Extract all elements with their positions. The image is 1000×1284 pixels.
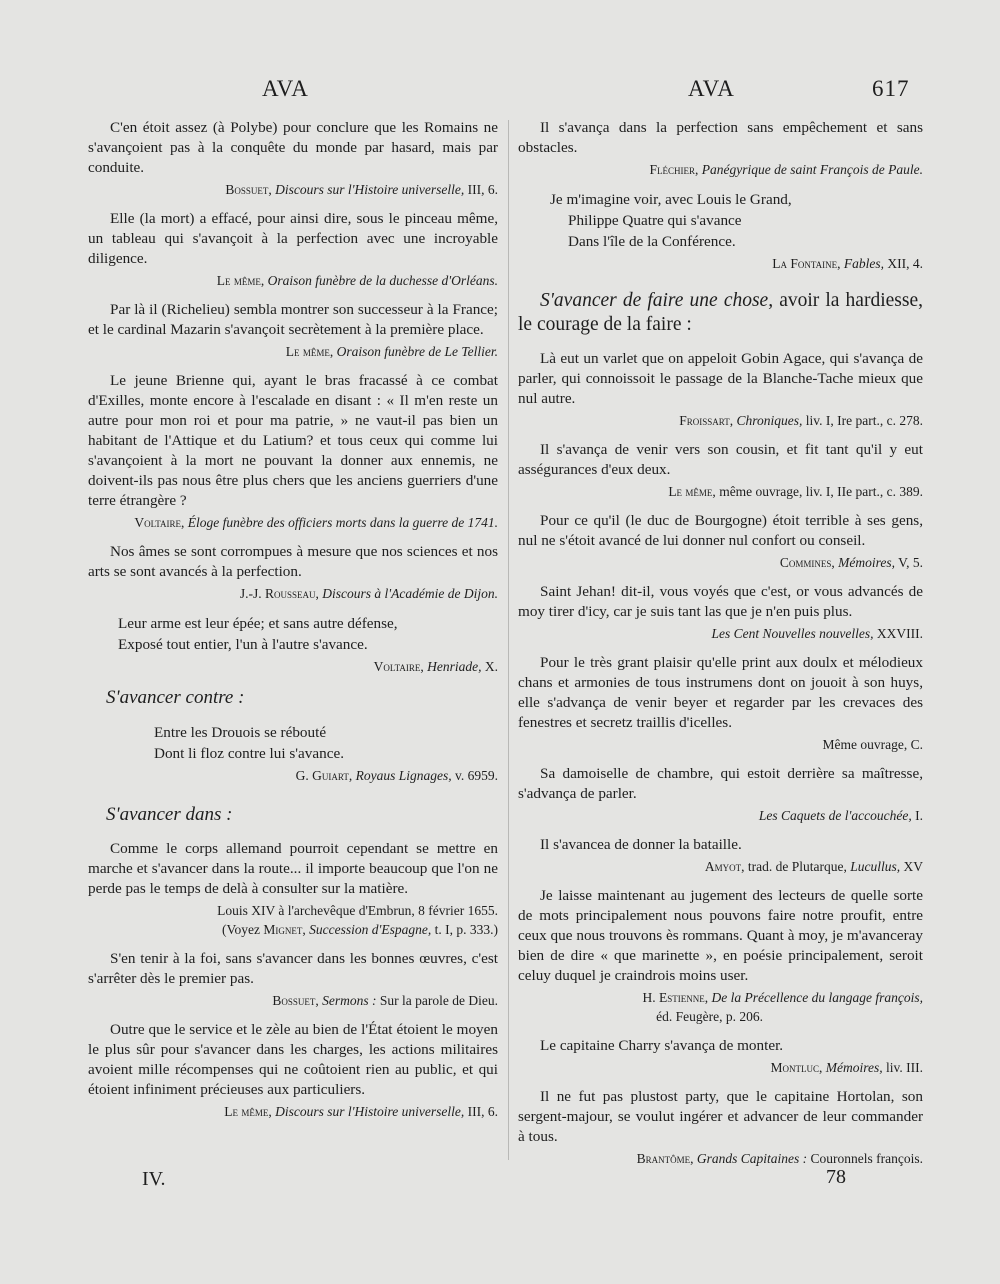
citation bbox=[518, 857, 923, 876]
citation bbox=[518, 806, 923, 825]
quote-text: Outre que le service et le zèle au bien de l'État étoient le moyen le plus sûr pour s'avancer dans les charges, les actions militaires avoient mille récompenses qui ne coûtoient rien au public, et qui étoient infiniment précieuses aux particuliers. bbox=[88, 1021, 498, 1098]
citation-work: Discours sur l'Histoire universelle, bbox=[275, 182, 465, 197]
citation bbox=[88, 271, 498, 290]
citation-ref: XXVIII. bbox=[876, 626, 923, 641]
citation bbox=[88, 513, 498, 532]
citation-work: Oraison funèbre de Le Tellier. bbox=[336, 344, 498, 359]
citation-ref: III, 6. bbox=[467, 182, 498, 197]
citation bbox=[88, 901, 498, 939]
citation-work: Chroniques, bbox=[736, 413, 803, 428]
citation-author: Commines, bbox=[779, 555, 835, 570]
citation-work: Oraison funèbre de la duchesse d'Orléans. bbox=[267, 273, 498, 288]
citation-author: Amyot, bbox=[704, 859, 745, 874]
citation-ref: XII, 4. bbox=[887, 256, 923, 271]
quote-text: Il s'avança dans la perfection sans empêchement et sans obstacles. bbox=[518, 119, 923, 156]
citation bbox=[88, 657, 498, 676]
citation-ref: liv. I, Ire part., c. 278. bbox=[805, 413, 923, 428]
quote-text: Nos âmes se sont corrompues à mesure que nos sciences et nos arts se sont avancés à la perfection. bbox=[88, 543, 498, 580]
citation-work: Royaus Lignages, bbox=[355, 768, 452, 783]
quote-text: Le capitaine Charry s'avança de monter. bbox=[540, 1037, 784, 1054]
quote-text: Le jeune Brienne qui, ayant le bras fracassé à ce combat d'Exilles, monte encore à l'escalade en disant : « Il m'en reste un autre pour mon roi et pour ma patrie, » ne vaut-il pas bien un habitant de l'Attique et du Latium? et tous ceux qui comme lui s'avançoient à la mort ne pouvant la donner aux ennemis, ne doivent-ils pas nous être plus chers que les anciens guerriers d'une terre étrangère ? bbox=[88, 372, 498, 509]
right-column bbox=[518, 118, 923, 1178]
citation bbox=[518, 553, 923, 572]
citation-ref: Sur la parole de Dieu. bbox=[379, 993, 498, 1008]
running-head-left: AVA bbox=[262, 76, 309, 101]
citation-line: Louis XIV à l'archevêque d'Embrun, 8 février 1655. bbox=[217, 903, 498, 918]
citation-author: Fléchier, bbox=[649, 162, 699, 177]
citation-author: Froissart, bbox=[679, 413, 734, 428]
quote-text: C'en étoit assez (à Polybe) pour conclure que les Romains ne s'avançoient pas à la conquête du monde par hasard, mais par conduite. bbox=[88, 119, 498, 176]
verse-line: Dont li floz contre lui s'avance. bbox=[154, 745, 344, 762]
citation bbox=[88, 584, 498, 603]
citation-work: Grands Capitaines : bbox=[696, 1151, 808, 1166]
citation-work: Henriade, bbox=[427, 659, 482, 674]
citation-work: Discours à l'Académie de Dijon. bbox=[322, 586, 498, 601]
citation-work: Sermons : bbox=[322, 993, 377, 1008]
quote-text: S'en tenir à la foi, sans s'avancer dans les bonnes œuvres, c'est s'arrêter dès le premier pas. bbox=[88, 950, 498, 987]
verse-quote bbox=[154, 722, 498, 764]
quote-text: Il ne fut pas plustost party, que le capitaine Hortolan, son sergent-majour, se voulut ingérer et advancer de leur commander à tous. bbox=[518, 1088, 923, 1145]
quote-text: Sa damoiselle de chambre, qui estoit derrière sa maîtresse, s'advança de parler. bbox=[518, 765, 923, 802]
quote-text: Là eut un varlet que on appeloit Gobin Agace, qui s'avança de parler, qui connoissoit le passage de la Blanche-Tache mieux que nul autre. bbox=[518, 350, 923, 407]
citation-line: éd. Feugère, p. 206. bbox=[656, 1009, 763, 1024]
citation-work: Succession d'Espagne, bbox=[309, 922, 432, 937]
citation-ref: Même ouvrage, C. bbox=[822, 737, 923, 752]
left-column bbox=[88, 118, 498, 1131]
citation-author: Le même, bbox=[216, 273, 265, 288]
verse-line: Leur arme est leur épée; et sans autre défense, bbox=[118, 615, 398, 632]
running-head-right: AVA bbox=[688, 76, 735, 101]
citation-work: Mémoires, bbox=[838, 555, 895, 570]
column-divider bbox=[508, 120, 509, 1160]
citation-author: Mignet, bbox=[263, 922, 306, 937]
verse-line: Dans l'île de la Conférence. bbox=[568, 233, 736, 250]
verse-quote bbox=[118, 613, 498, 655]
citation bbox=[518, 254, 923, 273]
citation-ref: Couronnels françois. bbox=[810, 1151, 923, 1166]
citation-author: Le même, bbox=[285, 344, 334, 359]
section-heading bbox=[518, 289, 923, 337]
citation bbox=[88, 342, 498, 361]
citation bbox=[518, 160, 923, 179]
citation-work: Les Cent Nouvelles nouvelles, bbox=[711, 626, 874, 641]
citation-ref: X. bbox=[484, 659, 498, 674]
citation-work: Fables, bbox=[843, 256, 884, 271]
quote-text: Elle (la mort) a effacé, pour ainsi dire, sous le pinceau même, un tableau qui s'avançoit à la perfection avec une incroyable diligence. bbox=[88, 210, 498, 267]
citation-author: Montluc, bbox=[770, 1060, 823, 1075]
citation-work: Discours sur l'Histoire universelle, bbox=[275, 1104, 465, 1119]
citation-ref: même ouvrage, liv. I, IIe part., c. 389. bbox=[719, 484, 923, 499]
citation-line bbox=[88, 920, 498, 939]
quote-text: Il s'avança de venir vers son cousin, et fit tant qu'il y eut asségurances d'eux deux. bbox=[518, 441, 923, 478]
citation-work: Lucullus, bbox=[850, 859, 901, 874]
citation bbox=[518, 988, 923, 1026]
citation-author: Bossuet, bbox=[272, 993, 319, 1008]
section-heading: S'avancer dans : bbox=[106, 804, 233, 825]
citation-work: De la Précellence du langage françois, bbox=[711, 990, 923, 1005]
citation bbox=[518, 735, 923, 754]
citation-work: Panégyrique de saint François de Paule. bbox=[701, 162, 923, 177]
citation-author: Le même, bbox=[224, 1104, 272, 1119]
citation-ref: V, 5. bbox=[898, 555, 923, 570]
citation bbox=[88, 1102, 498, 1121]
quote-text: Il s'avancea de donner la bataille. bbox=[540, 836, 742, 853]
heading-definition: avoir la hardiesse, le courage de la faire : bbox=[518, 290, 923, 335]
citation-author: Voltaire, bbox=[134, 515, 185, 530]
citation-line bbox=[518, 988, 923, 1007]
citation bbox=[88, 180, 498, 199]
page-number: 617 bbox=[872, 76, 910, 101]
citation-prefix: trad. de Plutarque, bbox=[747, 859, 847, 874]
verse-line: Entre les Drouois se rébouté bbox=[154, 724, 327, 741]
verse-line: Exposé tout entier, l'un à l'autre s'avance. bbox=[118, 636, 368, 653]
citation-ref: liv. III. bbox=[886, 1060, 923, 1075]
citation-ref: I. bbox=[915, 808, 923, 823]
quote-text: Saint Jehan! dit-il, vous voyés que c'est, or vous advancés de moy tirer d'icy, car je suis tant las que je n'en puis plus. bbox=[518, 583, 923, 620]
verse-quote bbox=[550, 189, 923, 252]
citation-author: Le même, bbox=[668, 484, 716, 499]
citation bbox=[518, 482, 923, 501]
signature-mark-left: IV. bbox=[142, 1168, 166, 1190]
citation-author: La Fontaine, bbox=[772, 256, 841, 271]
citation bbox=[518, 1149, 923, 1168]
quote-text: Je laisse maintenant au jugement des lecteurs de quelle sorte de mots principalement nous pouvons faire notre proufit, entre ceux que nous trouvons ès rommans. Quant à moy, je m'avanceray bien de dire « que marinette », en poésie principalement, seroit celuy duquel je craindrois moins user. bbox=[518, 887, 923, 984]
citation-work: Éloge funèbre des officiers morts dans la guerre de 1741. bbox=[187, 515, 498, 530]
verse-line: Philippe Quatre qui s'avance bbox=[568, 212, 742, 229]
citation-prefix: (Voyez bbox=[222, 922, 260, 937]
verse-line: Je m'imagine voir, avec Louis le Grand, bbox=[550, 191, 792, 208]
section-heading: S'avancer contre : bbox=[106, 687, 245, 708]
citation-author: J.-J. Rousseau, bbox=[239, 586, 319, 601]
citation-author: Bossuet, bbox=[225, 182, 272, 197]
citation-work: Les Caquets de l'accouchée, bbox=[758, 808, 912, 823]
quote-text: Comme le corps allemand pourroit cependant se mettre en marche et s'avancer dans la route... il importe beaucoup que l'on ne perde pas le temps de delà à consulter sur la matière. bbox=[88, 840, 498, 897]
citation-author: Voltaire, bbox=[373, 659, 424, 674]
citation-author: H. Estienne, bbox=[642, 990, 709, 1005]
citation-ref: v. 6959. bbox=[455, 768, 498, 783]
citation bbox=[518, 411, 923, 430]
quote-text: Pour le très grant plaisir qu'elle print aux doulx et mélodieux chans et armonies de tous instrumens dont on jouoit à son huys, elle s'advança de venir beyer et regarder par les crevaces des fenestres et secretz traillis d'icelles. bbox=[518, 654, 923, 731]
quote-text: Pour ce qu'il (le duc de Bourgogne) étoit terrible à ses gens, nul ne s'étoit avancé de lui donner nul confort ou conseil. bbox=[518, 512, 923, 549]
citation-author: Brantôme, bbox=[636, 1151, 694, 1166]
citation bbox=[518, 624, 923, 643]
citation bbox=[518, 1058, 923, 1077]
signature-mark-right: 78 bbox=[826, 1166, 846, 1188]
citation-author: G. Guiart, bbox=[295, 768, 353, 783]
citation-ref: t. I, p. 333.) bbox=[434, 922, 498, 937]
citation-ref: XV bbox=[903, 859, 923, 874]
heading-phrase: S'avancer de faire une chose, bbox=[540, 290, 774, 311]
citation-work: Mémoires, bbox=[825, 1060, 883, 1075]
citation bbox=[88, 991, 498, 1010]
quote-text: Par là il (Richelieu) sembla montrer son successeur à la France; et le cardinal Mazarin s'avançoit secrètement à la première place. bbox=[88, 301, 498, 338]
citation bbox=[88, 766, 498, 785]
citation-ref: III, 6. bbox=[467, 1104, 498, 1119]
